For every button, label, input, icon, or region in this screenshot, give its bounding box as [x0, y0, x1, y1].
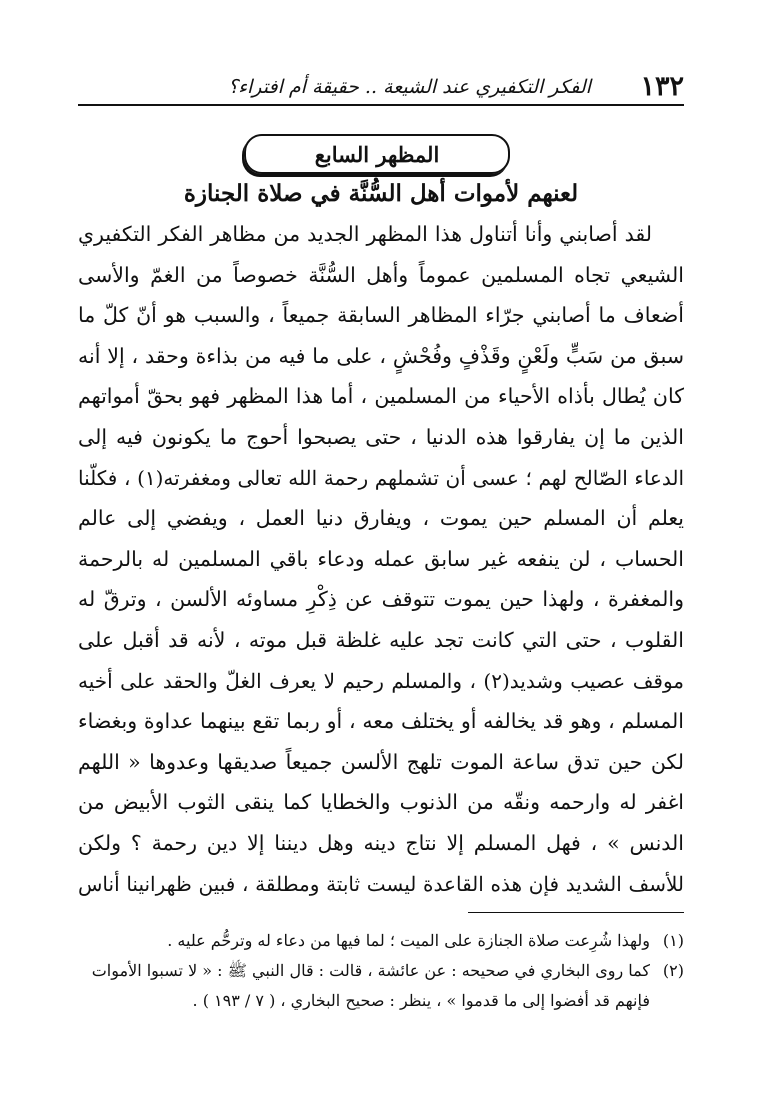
footnote-number: (١): [662, 931, 684, 950]
body-line: للأسف الشديد فإن هذه القاعدة ليست ثابتة ومطلقة ، فبين ظهرانينا أناس: [78, 871, 685, 896]
footnote: [78, 956, 684, 986]
section-subtitle: لعنهم لأموات أهل السُّنَّة في صلاة الجنازة: [183, 180, 579, 207]
body-line: يعلم أن المسلم حين يموت ، ويفارق دنيا العمل ، ويفضي إلى عالم: [78, 506, 684, 531]
running-header: [78, 70, 684, 104]
body-line: موقف عصيب وشديد(٢) ، والمسلم رحيم لا يعرف الغلّ والحقد على أخيه: [78, 668, 684, 693]
body-line: الدعاء الصّالح لهم ؛ عسى أن تشملهم رحمة الله تعالى ومغفرته(١) ، فكلّنا: [78, 465, 684, 490]
body-line: اغفر له وارحمه ونقّه من الذنوب والخطايا كما ينقى الثوب الأبيض من: [78, 790, 684, 815]
footnote-text: ولهذا شُرِعت صلاة الجنازة على الميت ؛ لما فيها من دعاء له وترحُّم عليه .: [167, 931, 650, 950]
page-number: ١٣٢: [640, 71, 684, 102]
body-line: المسلم ، وهو قد يخالفه أو يختلف معه ، أو ربما تقع بينهما عداوة وبغضاء: [78, 709, 684, 734]
body-line: القلوب ، حتى التي كانت تجد عليه غلظة قبل موته ، لأنه قد أقبل على: [78, 627, 684, 652]
body-line: لقد أصابني وأنا أتناول هذا المظهر الجديد من مظاهر الفكر التكفيري: [78, 222, 652, 246]
body-line: كان يُطال بأذاه الأحياء من المسلمين ، أما هذا المظهر فهو بحقّ أمواتهم: [78, 384, 684, 409]
body-line: لكن حين تدق ساعة الموت تلهج الألسن جميعاً صديقها وعدوها « اللهم: [78, 749, 684, 774]
header-rule: [78, 104, 684, 106]
body-line: أضعاف ما أصابني جرّاء المظاهر السابقة جميعاً ، والسبب هو أنّ كلّ ما: [78, 303, 684, 328]
body-line: الدنس » ، فهل المسلم إلا نتاج دينه وهل ديننا إلا دين رحمة ؟ ولكن: [78, 830, 684, 855]
footnote-text: كما روى البخاري في صحيحه : عن عائشة ، قالت : قال النبي ﷺ : « لا تسبوا الأموات: [91, 961, 650, 980]
body-line: الذين ما إن يفارقوا هذه الدنيا ، حتى يصبحوا أحوج ما يكونون فيه إلى: [78, 424, 684, 449]
running-title: الفكر التكفيري عند الشيعة .. حقيقة أم افتراء؟: [228, 76, 591, 98]
section-label: المظهر السابع: [314, 141, 440, 167]
footnote-number: (٢): [662, 961, 684, 980]
section-box: [244, 134, 510, 174]
body-line: سبق من سَبٍّ ولَعْنٍ وقَذْفٍ وفُحْشٍ ، على ما فيه من بذاءة وحقد ، إلا أنه: [78, 343, 684, 368]
body-line: الحساب ، لن ينفعه غير سابق عمله ودعاء باقي المسلمين له بالرحمة: [78, 546, 684, 571]
footnote: [78, 926, 684, 956]
footnote-continuation: فإنهم قد أفضوا إلى ما قدموا » ، ينظر : صحيح البخاري ، ( ٧ / ١٩٣ ) .: [192, 991, 650, 1010]
body-text: [78, 214, 684, 904]
footnotes: [78, 926, 684, 1016]
body-line: والمغفرة ، ولهذا حين يموت تتوقف عن ذِكْرِ مساوئه الألسن ، وترقّ له: [78, 587, 684, 612]
body-line: الشيعي تجاه المسلمين عموماً وأهل السُّنَّة خصوصاً من الغمّ والأسى: [78, 262, 684, 287]
footnote-rule: [468, 912, 684, 913]
